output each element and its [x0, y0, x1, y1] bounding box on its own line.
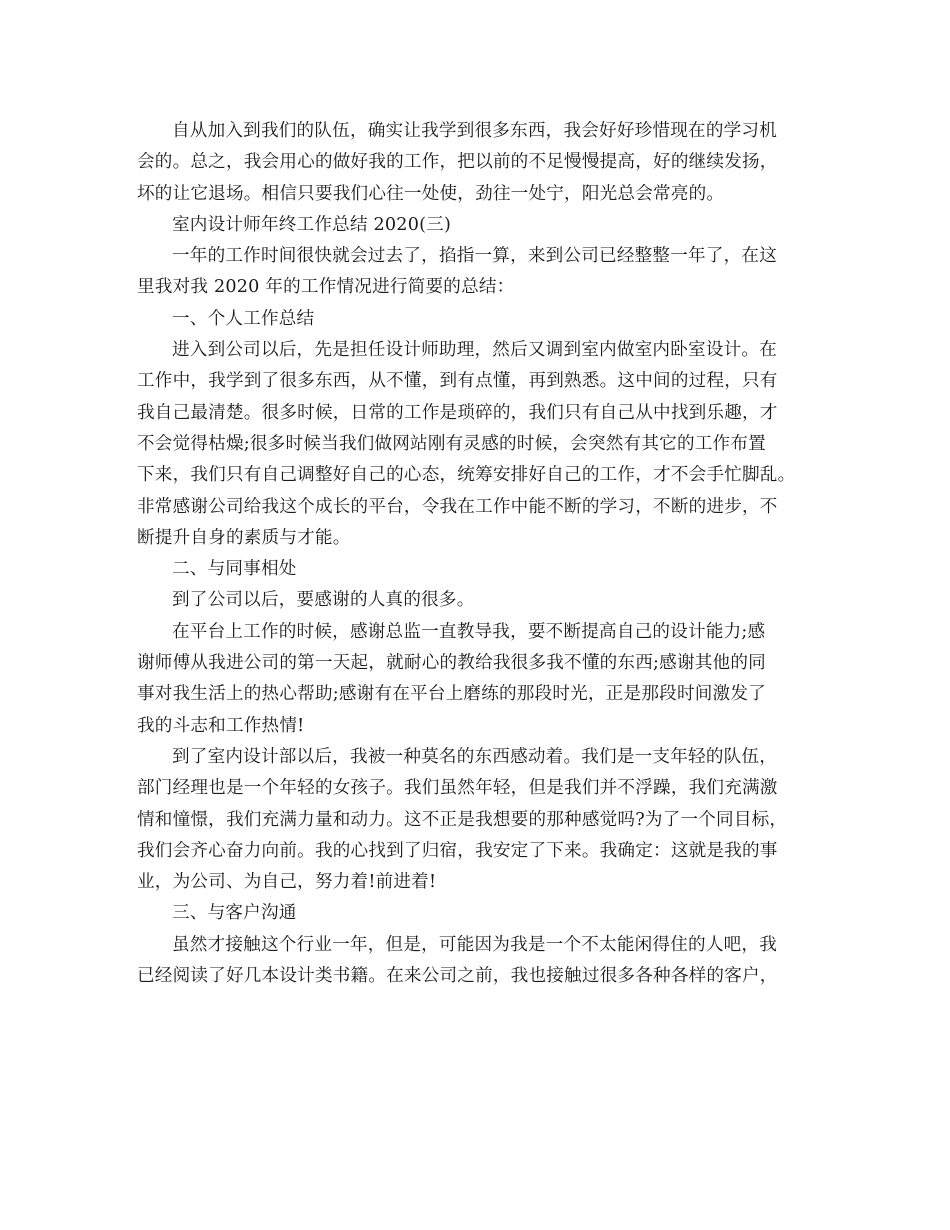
text-line: 会的。总之，我会用心的做好我的工作，把以前的不足慢慢提高，好的继续发扬， — [137, 152, 778, 173]
text-line: 我们会齐心奋力向前。我的心找到了归宿，我安定了下来。我确定：这就是我的事 — [137, 840, 778, 861]
text-line: 我自己最清楚。很多时候，日常的工作是琐碎的，我们只有自己从中找到乐趣，才 — [137, 402, 778, 423]
document-body — [137, 116, 817, 992]
text-line: 进入到公司以后，先是担任设计师助理，然后又调到室内做室内卧室设计。在 — [172, 340, 777, 361]
text-line: 不会觉得枯燥;很多时候当我们做网站刚有灵感的时候，会突然有其它的工作布置 — [137, 433, 766, 454]
text-line: 里我对我 2020 年的工作情况进行简要的总结： — [137, 277, 515, 298]
text-line: 虽然才接触这个行业一年，但是，可能因为我是一个不太能闲得住的人吧，我 — [172, 934, 777, 955]
text-line: 到了室内设计部以后，我被一种莫名的东西感动着。我们是一支年轻的队伍， — [172, 746, 777, 767]
text-line: 非常感谢公司给我这个成长的平台，令我在工作中能不断的学习，不断的进步，不 — [137, 496, 778, 517]
text-line: 已经阅读了好几本设计类书籍。在来公司之前，我也接触过很多各种各样的客户， — [137, 966, 778, 987]
text-line: 部门经理也是一个年轻的女孩子。我们虽然年轻，但是我们并不浮躁，我们充满激 — [137, 778, 778, 799]
text-line: 到了公司以后，要感谢的人真的很多。 — [172, 590, 475, 611]
text-line: 一年的工作时间很快就会过去了，掐指一算，来到公司已经整整一年了，在这 — [172, 246, 777, 267]
text-line: 事对我生活上的热心帮助;感谢有在平台上磨练的那段时光，正是那段时间激发了 — [137, 684, 766, 705]
text-line: 情和憧憬，我们充满力量和动力。这不正是我想要的那种感觉吗?为了一个同目标， — [137, 809, 788, 830]
text-line: 自从加入到我们的队伍，确实让我学到很多东西，我会好好珍惜现在的学习机 — [172, 121, 777, 141]
text-line: 断提升自身的素质与才能。 — [137, 527, 351, 548]
text-line: 坏的让它退场。相信只要我们心往一处使，劲往一处宁，阳光总会常亮的。 — [137, 183, 725, 204]
text-line: 谢师傅从我进公司的第一天起，就耐心的教给我很多我不懂的东西;感谢其他的同 — [137, 653, 766, 674]
text-line: 工作中，我学到了很多东西，从不懂，到有点懂，再到熟悉。这中间的过程，只有 — [137, 371, 778, 392]
text-line: 室内设计师年终工作总结 2020(三) — [172, 214, 452, 235]
text-line: 一、个人工作总结 — [172, 308, 315, 329]
text-line: 二、与同事相处 — [172, 559, 297, 580]
text-line: 我的斗志和工作热情! — [137, 715, 305, 736]
text-line: 下来，我们只有自己调整好自己的心态，统筹安排好自己的工作，才不会手忙脚乱。 — [137, 465, 796, 486]
text-line: 三、与客户沟通 — [172, 903, 297, 924]
text-line: 业，为公司、为自己，努力着!前进着! — [137, 872, 437, 893]
text-line: 在平台上工作的时候，感谢总监一直教导我，要不断提高自己的设计能力;感 — [172, 621, 766, 642]
